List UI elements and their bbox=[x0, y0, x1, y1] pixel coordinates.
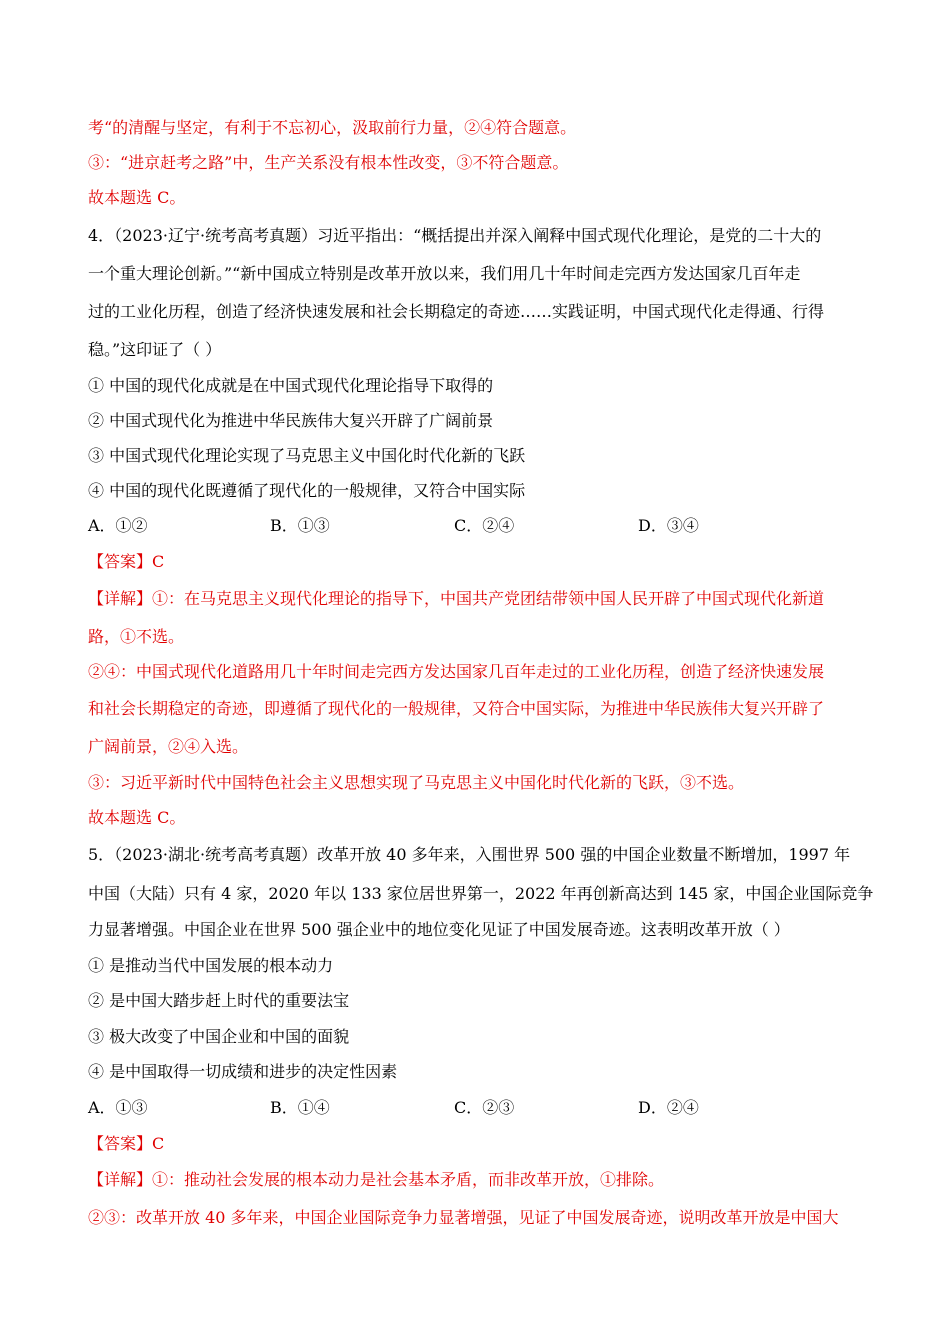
question-text-line: 4．（2023·辽宁·统考高考真题）习近平指出：“概括提出并深入阐释中国式现代化理论，是党的二十大的 bbox=[88, 226, 822, 245]
answer-text-line: 广阔前景，②④入选。 bbox=[88, 737, 249, 756]
answer-text-line: ②④：中国式现代化道路用几十年时间走完西方发达国家几百年走过的工业化历程，创造了经济快速发展 bbox=[88, 662, 825, 681]
answer-text-line: 路，①不选。 bbox=[88, 627, 185, 646]
question-text-line: ② 是中国大踏步赶上时代的重要法宝 bbox=[88, 991, 350, 1010]
question-text-line: ① 中国的现代化成就是在中国式现代化理论指导下取得的 bbox=[88, 376, 494, 395]
answer-text-line: 【详解】①：推动社会发展的根本动力是社会基本矛盾，而非改革开放，①排除。 bbox=[88, 1170, 665, 1189]
answer-text-line: 和社会长期稳定的奇迹，即遵循了现代化的一般规律，又符合中国实际，为推进中华民族伟大复兴开辟了 bbox=[88, 699, 825, 718]
question-text-line: 5．（2023·湖北·统考高考真题）改革开放 40 多年来，入围世界 500 强的中国企业数量不断增加，1997 年 bbox=[88, 845, 851, 864]
question-text-line: ③ 中国式现代化理论实现了马克思主义中国化时代化新的飞跃 bbox=[88, 446, 526, 465]
answer-text-line: 【答案】C bbox=[88, 1134, 165, 1153]
option-b: B．①④ bbox=[270, 1098, 330, 1117]
question-text-line: 稳。”这印证了（ ） bbox=[88, 340, 222, 359]
answer-text-line: ②③：改革开放 40 多年来，中国企业国际竞争力显著增强，见证了中国发展奇迹，说明改革开放是中国大 bbox=[88, 1208, 839, 1227]
option-a: A．①② bbox=[88, 516, 148, 535]
question-text-line: ④ 是中国取得一切成绩和进步的决定性因素 bbox=[88, 1062, 398, 1081]
answer-text-line: 【答案】C bbox=[88, 552, 165, 571]
question-text-line: 中国（大陆）只有 4 家，2020 年以 133 家位居世界第一，2022 年再创新高达到 145 家，中国企业国际竞争 bbox=[88, 884, 874, 903]
option-d: D．②④ bbox=[638, 1098, 699, 1117]
option-b: B．①③ bbox=[270, 516, 330, 535]
question-text-line: 力显著增强。中国企业在世界 500 强企业中的地位变化见证了中国发展奇迹。这表明改革开放（ ） bbox=[88, 920, 790, 939]
question-text-line: ② 中国式现代化为推进中华民族伟大复兴开辟了广阔前景 bbox=[88, 411, 494, 430]
question-text-line: 过的工业化历程，创造了经济快速发展和社会长期稳定的奇迹……实践证明，中国式现代化走得通、行得 bbox=[88, 302, 825, 321]
question-text-line: ④ 中国的现代化既遵循了现代化的一般规律，又符合中国实际 bbox=[88, 481, 526, 500]
option-a: A．①③ bbox=[88, 1098, 148, 1117]
answer-text-line: 【详解】①：在马克思主义现代化理论的指导下，中国共产党团结带领中国人民开辟了中国式现代化新道 bbox=[88, 589, 825, 608]
option-c: C．②③ bbox=[454, 1098, 515, 1117]
question-text-line: ③ 极大改变了中国企业和中国的面貌 bbox=[88, 1027, 350, 1046]
option-c: C．②④ bbox=[454, 516, 515, 535]
answer-text-line: ③：“进京赶考之路”中，生产关系没有根本性改变，③不符合题意。 bbox=[88, 153, 569, 172]
answer-text-line: ③：习近平新时代中国特色社会主义思想实现了马克思主义中国化时代化新的飞跃，③不选。 bbox=[88, 773, 745, 792]
question-text-line: 一个重大理论创新。”“新中国成立特别是改革开放以来，我们用几十年时间走完西方发达国家几百年走 bbox=[88, 264, 801, 283]
answer-text-line: 考“的清醒与坚定，有利于不忘初心，汲取前行力量，②④符合题意。 bbox=[88, 118, 577, 137]
answer-text-line: 故本题选 C。 bbox=[88, 188, 186, 207]
answer-text-line: 故本题选 C。 bbox=[88, 808, 186, 827]
question-text-line: ① 是推动当代中国发展的根本动力 bbox=[88, 956, 334, 975]
option-d: D．③④ bbox=[638, 516, 699, 535]
